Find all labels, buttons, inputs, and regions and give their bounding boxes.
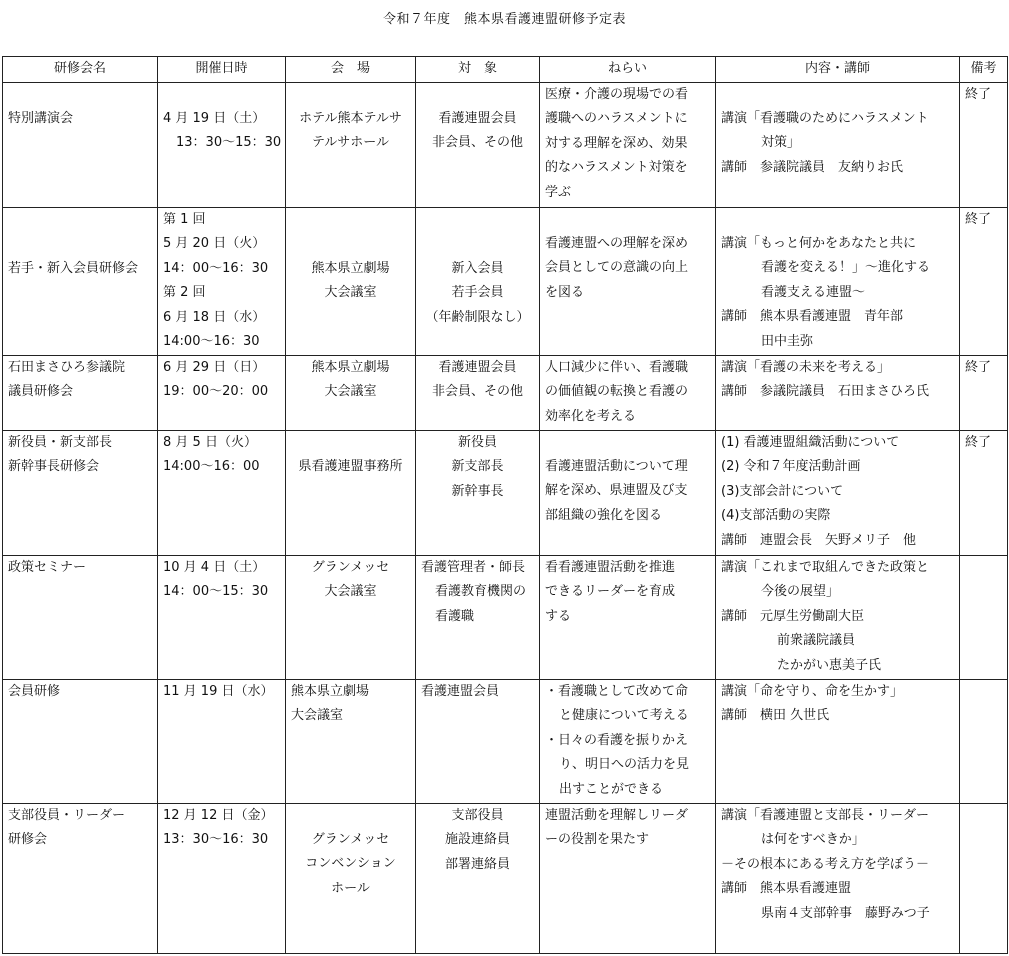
table-row bbox=[3, 207, 1008, 355]
cell-date bbox=[158, 207, 286, 355]
text-line: 講師 参議院議員 友納りお氏 bbox=[721, 159, 904, 175]
cell-note bbox=[960, 803, 1008, 953]
text-line: テルサホール bbox=[311, 135, 390, 150]
text-line: 14：00～16：30 bbox=[163, 260, 269, 276]
table-row bbox=[3, 679, 1008, 803]
text-line: 前衆議院議員 bbox=[777, 633, 856, 648]
text-line: 看看護連盟活動を推進 bbox=[545, 559, 676, 575]
text-line: 大会議室 bbox=[324, 584, 377, 599]
text-line: 今後の展望」 bbox=[761, 584, 840, 599]
text-line: 的なハラスメント対策を bbox=[545, 160, 688, 175]
text-line: 支部役員・リーダー bbox=[8, 807, 126, 823]
text-line: (2) 令和７年度活動計画 bbox=[721, 459, 861, 474]
text-line: 終了 bbox=[965, 359, 992, 375]
text-line: 県南４支部幹事 藤野みつ子 bbox=[761, 905, 930, 921]
text-line: ・日々の看護を振りかえ bbox=[545, 732, 689, 748]
cell-target bbox=[416, 555, 540, 679]
text-line: コンベンション bbox=[305, 856, 396, 871]
text-line: 部組織の強化を図る bbox=[545, 507, 663, 523]
cell-date bbox=[158, 430, 286, 555]
text-line: 大会議室 bbox=[324, 384, 377, 399]
text-line: 講師 熊本県看護連盟 bbox=[721, 881, 852, 896]
text-line: 新役員・新支部長 bbox=[8, 434, 113, 450]
text-line: 看護支える連盟～ bbox=[761, 284, 866, 300]
text-line: 8 月 5 日（火） bbox=[163, 434, 257, 450]
text-line: 看護連盟会員 bbox=[421, 683, 500, 699]
cell-aim bbox=[540, 679, 716, 803]
cell-content bbox=[716, 355, 960, 430]
text-line: グランメッセ bbox=[311, 559, 390, 575]
text-line: 看護連盟活動について理 bbox=[545, 458, 688, 474]
table-row bbox=[3, 430, 1008, 555]
text-line: 14：00～15：30 bbox=[163, 584, 269, 599]
cell-content bbox=[716, 679, 960, 803]
header-content: 内容・講師 bbox=[716, 57, 960, 83]
cell-venue bbox=[286, 355, 416, 430]
text-line: 講演「看護連盟と支部長・リーダー bbox=[721, 807, 930, 823]
schedule-table bbox=[2, 56, 1008, 954]
text-line: は何をすべきか」 bbox=[761, 832, 865, 847]
text-line: 特別講演会 bbox=[8, 110, 74, 126]
text-line: 熊本県立劇場 bbox=[311, 260, 390, 276]
text-line: 若手・新入会員研修会 bbox=[8, 260, 139, 276]
cell-venue bbox=[286, 803, 416, 953]
cell-content bbox=[716, 207, 960, 355]
cell-venue bbox=[286, 207, 416, 355]
text-line: 10 月 4 日（土） bbox=[163, 559, 266, 575]
cell-date bbox=[158, 82, 286, 207]
header-row bbox=[3, 57, 1008, 83]
cell-name bbox=[3, 803, 158, 953]
text-line: 議員研修会 bbox=[8, 384, 74, 399]
text-line: 大会議室 bbox=[324, 285, 377, 300]
text-line: 看護連盟への理解を深め bbox=[545, 235, 689, 251]
cell-note bbox=[960, 82, 1008, 207]
text-line: 看護を変える！」～進化する bbox=[761, 260, 931, 275]
cell-venue bbox=[286, 679, 416, 803]
cell-target bbox=[416, 207, 540, 355]
text-line: 講演「もっと何かをあなたと共に bbox=[721, 235, 917, 251]
text-line: たかがい恵美子氏 bbox=[777, 657, 882, 673]
text-line: 若手会員 bbox=[451, 285, 504, 300]
header-target: 対 象 bbox=[416, 57, 540, 83]
text-line: 13：30～15：30 bbox=[163, 135, 282, 150]
text-line: 効率化を考える bbox=[545, 408, 637, 424]
text-line: 対する理解を深め、効果 bbox=[545, 135, 688, 151]
cell-content bbox=[716, 82, 960, 207]
text-line: 看護教育機関の bbox=[435, 584, 527, 599]
table-row bbox=[3, 355, 1008, 430]
page-title: 令和７年度 熊本県看護連盟研修予定表 bbox=[382, 12, 626, 27]
text-line: 講演「看護職のためにハラスメント bbox=[721, 110, 929, 126]
text-line: 会員としての意識の向上 bbox=[545, 260, 689, 275]
cell-aim bbox=[540, 82, 716, 207]
cell-name bbox=[3, 555, 158, 679]
text-line: 石田まさひろ参議院 bbox=[8, 359, 126, 375]
text-line: ーの役割を果たす bbox=[545, 832, 650, 847]
text-line: －その根本にある考え方を学ぼう－ bbox=[721, 856, 930, 872]
text-line: 新役員 bbox=[457, 434, 497, 450]
text-line: 講師 元厚生労働副大臣 bbox=[721, 608, 865, 624]
text-line: 第 2 回 bbox=[163, 285, 206, 300]
text-line: 出すことができる bbox=[559, 781, 664, 797]
text-line: (3)支部会計について bbox=[721, 483, 844, 499]
cell-name bbox=[3, 82, 158, 207]
text-line: 対策」 bbox=[761, 135, 801, 150]
cell-target bbox=[416, 803, 540, 953]
header-name: 研修会名 bbox=[3, 57, 158, 83]
text-line: 熊本県立劇場 bbox=[311, 359, 390, 375]
text-line: 施設連絡員 bbox=[444, 832, 510, 847]
text-line: 11 月 19 日（水） bbox=[163, 683, 274, 699]
text-line: 看護管理者・師長 bbox=[421, 559, 526, 575]
text-line: と健康について考える bbox=[559, 708, 689, 723]
text-line: 田中圭弥 bbox=[761, 333, 814, 349]
text-line: 14:00～16：00 bbox=[163, 459, 260, 474]
text-line: 14:00～16：30 bbox=[163, 334, 260, 349]
cell-venue bbox=[286, 555, 416, 679]
cell-target bbox=[416, 82, 540, 207]
text-line: ・看護職として改めて命 bbox=[545, 683, 689, 699]
cell-venue bbox=[286, 430, 416, 555]
text-line: 講師 連盟会長 矢野メリ子 他 bbox=[721, 532, 917, 548]
text-line: 大会議室 bbox=[291, 708, 344, 723]
text-line: 講師 参議院議員 石田まさひろ氏 bbox=[721, 384, 930, 399]
text-line: 護職へのハラスメントに bbox=[545, 111, 688, 126]
cell-aim bbox=[540, 355, 716, 430]
text-line: グランメッセ bbox=[311, 831, 390, 847]
text-line: 連盟活動を理解しリーダ bbox=[545, 807, 689, 823]
header-date: 開催日時 bbox=[158, 57, 286, 83]
cell-content bbox=[716, 430, 960, 555]
text-line: の価値観の転換と看護の bbox=[545, 384, 689, 399]
cell-name bbox=[3, 679, 158, 803]
cell-note bbox=[960, 430, 1008, 555]
cell-aim bbox=[540, 430, 716, 555]
cell-name bbox=[3, 207, 158, 355]
cell-venue bbox=[286, 82, 416, 207]
text-line: を図る bbox=[545, 284, 585, 300]
cell-content bbox=[716, 555, 960, 679]
text-line: 講演「これまで取組んできた政策と bbox=[721, 559, 930, 575]
cell-content bbox=[716, 803, 960, 953]
cell-name bbox=[3, 430, 158, 555]
cell-date bbox=[158, 555, 286, 679]
cell-note bbox=[960, 355, 1008, 430]
cell-date bbox=[158, 679, 286, 803]
text-line: ホール bbox=[331, 880, 370, 896]
cell-target bbox=[416, 355, 540, 430]
text-line: 熊本県立劇場 bbox=[291, 683, 370, 699]
cell-aim bbox=[540, 555, 716, 679]
text-line: 12 月 12 日（金） bbox=[163, 807, 274, 823]
text-line: 研修会 bbox=[8, 832, 48, 847]
text-line: 13：30～16：30 bbox=[163, 832, 269, 847]
cell-target bbox=[416, 679, 540, 803]
text-line: 終了 bbox=[965, 434, 992, 450]
text-line: 講師 熊本県看護連盟 青年部 bbox=[721, 309, 904, 324]
text-line: 6 月 29 日（日） bbox=[163, 359, 266, 375]
header-venue: 会 場 bbox=[286, 57, 416, 83]
text-line: できるリーダーを育成 bbox=[545, 584, 676, 599]
cell-target bbox=[416, 430, 540, 555]
text-line: 講演「命を守り、命を生かす」 bbox=[721, 683, 904, 699]
text-line: 4 月 19 日（土） bbox=[163, 110, 266, 126]
cell-date bbox=[158, 355, 286, 430]
header-aim: ねらい bbox=[540, 57, 716, 83]
text-line: 人口減少に伴い、看護職 bbox=[545, 359, 689, 375]
text-line: 新幹事長研修会 bbox=[8, 459, 100, 474]
cell-note bbox=[960, 207, 1008, 355]
text-line: 看護職 bbox=[435, 608, 475, 624]
text-line: 看護連盟会員 bbox=[438, 110, 517, 126]
text-line: 6 月 18 日（水） bbox=[163, 309, 266, 325]
text-line: 部署連絡員 bbox=[444, 856, 510, 872]
text-line: 新入会員 bbox=[451, 260, 504, 276]
text-line: 第 1 回 bbox=[163, 211, 206, 227]
text-line: する bbox=[545, 608, 572, 624]
text-line: 5 月 20 日（火） bbox=[163, 236, 266, 251]
cell-name bbox=[3, 355, 158, 430]
text-line: 終了 bbox=[965, 211, 992, 227]
table-row bbox=[3, 803, 1008, 953]
cell-note bbox=[960, 679, 1008, 803]
header-note: 備考 bbox=[960, 57, 1008, 83]
table-row bbox=[3, 82, 1008, 207]
text-line: 学ぶ bbox=[545, 184, 572, 200]
text-line: (1) 看護連盟組織活動について bbox=[721, 434, 900, 450]
text-line: 講師 横田 久世氏 bbox=[721, 708, 830, 723]
text-line: 解を深め、県連盟及び支 bbox=[545, 483, 688, 498]
cell-date bbox=[158, 803, 286, 953]
text-line: 支部役員 bbox=[451, 807, 504, 823]
text-line: 19：00～20：00 bbox=[163, 384, 269, 399]
text-line: 新幹事長 bbox=[451, 483, 504, 499]
cell-aim bbox=[540, 207, 716, 355]
text-line: 政策セミナー bbox=[8, 559, 87, 575]
text-line: 看護連盟会員 bbox=[438, 359, 517, 375]
cell-aim bbox=[540, 803, 716, 953]
text-line: 終了 bbox=[965, 86, 992, 102]
cell-note bbox=[960, 555, 1008, 679]
text-line: 会員研修 bbox=[8, 683, 61, 699]
text-line: (4)支部活動の実際 bbox=[721, 508, 831, 523]
text-line: 非会員、その他 bbox=[431, 135, 523, 150]
text-line: 県看護連盟事務所 bbox=[298, 458, 403, 474]
text-line: 非会員、その他 bbox=[431, 384, 523, 399]
text-line: 新支部長 bbox=[451, 459, 504, 474]
text-line: ホテル熊本テルサ bbox=[299, 110, 402, 126]
text-line: （年齢制限なし） bbox=[425, 309, 530, 325]
table-row bbox=[3, 555, 1008, 679]
text-line: り、明日への活力を見 bbox=[559, 757, 690, 772]
text-line: 講演「看護の未来を考える」 bbox=[721, 359, 891, 375]
text-line: 医療・介護の現場での看 bbox=[545, 86, 689, 102]
